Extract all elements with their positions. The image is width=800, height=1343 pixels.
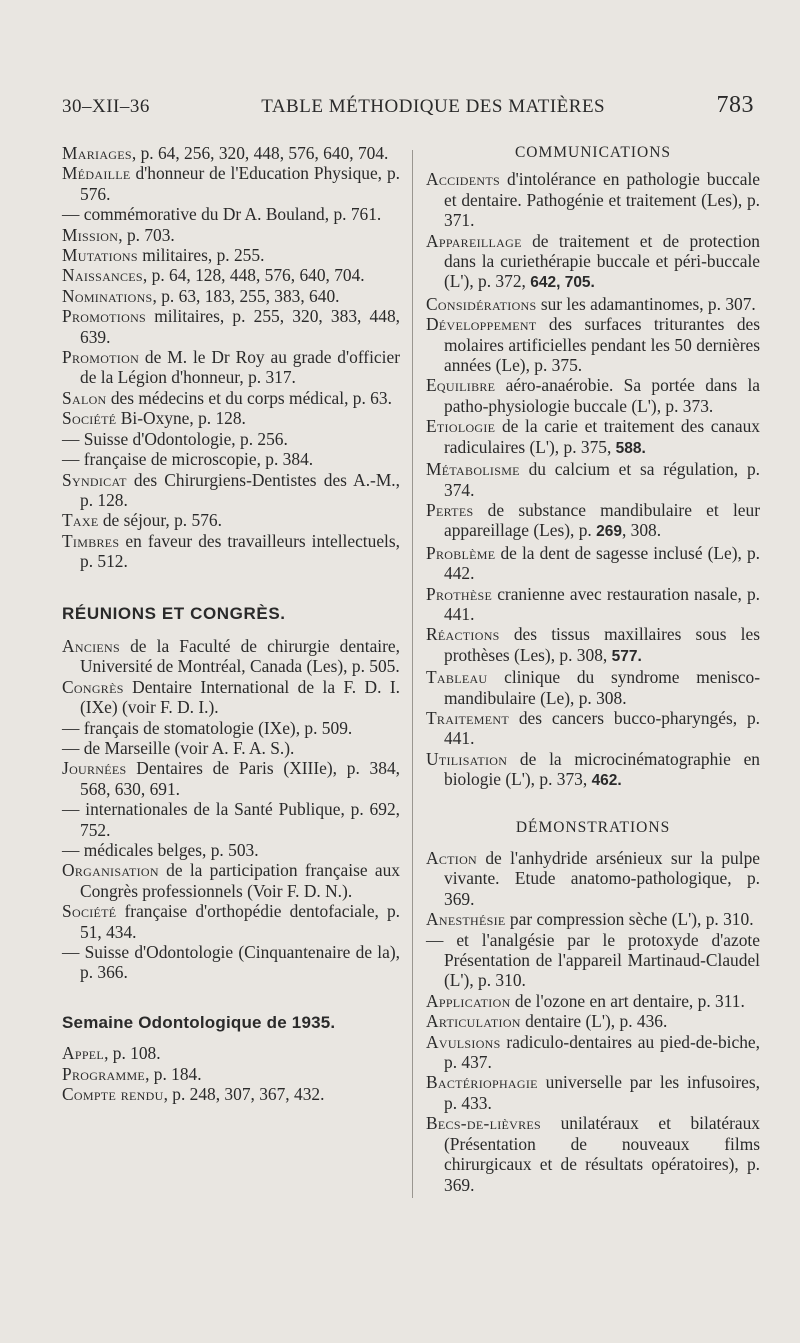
entry-keyword: Métabolisme: [426, 459, 520, 480]
entry-page-bold: 588.: [615, 439, 646, 457]
entry-text: de l'ozone en art dentaire, p. 311.: [510, 990, 745, 1011]
index-entry: [426, 375, 760, 416]
index-entry: [62, 1064, 400, 1084]
index-entry: [62, 204, 400, 224]
index-entry: [62, 1043, 400, 1063]
entry-text: — Suisse d'Odontologie, p. 256.: [62, 428, 288, 449]
entry-text: radiculo-dentaires au pied-de-biche, p. 437.: [444, 1031, 760, 1073]
entry-keyword: Mutations: [62, 245, 138, 266]
index-entry: [62, 718, 400, 738]
entry-keyword: Problème: [426, 542, 496, 563]
index-entry: [426, 624, 760, 667]
index-entry: [62, 225, 400, 245]
entry-text: — française de microscopie, p. 384.: [62, 449, 314, 470]
entry-page-bold: 462.: [591, 772, 622, 790]
entry-keyword: Anesthésie: [426, 909, 506, 930]
entry-keyword: Médaille: [62, 163, 131, 184]
index-entry: [62, 840, 400, 860]
entries-communications: [426, 169, 760, 791]
entry-keyword: Prothèse: [426, 583, 493, 604]
entry-page-bold: 642, 705.: [530, 274, 595, 292]
entry-text: des Chirurgiens-Dentistes des A.-M., p. 128.: [80, 469, 400, 510]
entry-text: — français de stomatologie (IXe), p. 509.: [62, 717, 353, 738]
entry-keyword: Compte rendu: [62, 1084, 164, 1105]
entry-keyword: Action: [426, 848, 478, 868]
entries-reunions: [62, 636, 400, 983]
entry-text: de séjour, p. 576.: [98, 510, 222, 531]
index-entry: [62, 942, 400, 983]
entry-text: française d'orthopédie dentofaciale, p. 51, 434.: [80, 901, 400, 942]
index-entry: [426, 169, 760, 230]
entry-keyword: Syndicat: [62, 469, 127, 490]
entry-keyword: Accidents: [426, 169, 500, 190]
page-range: 30–XII–36: [62, 96, 150, 117]
entry-keyword: Articulation: [426, 1011, 521, 1032]
entry-keyword: Etiologie: [426, 416, 496, 437]
entry-text: , p. 63, 183, 255, 383, 640.: [152, 285, 340, 306]
entry-keyword: Pertes: [426, 499, 474, 520]
entry-keyword: Programme: [62, 1063, 146, 1084]
entry-text: militaires, p. 255.: [137, 245, 265, 266]
section-heading-demonstrations: DÉMONSTRATIONS: [515, 818, 671, 836]
entry-text: cranienne avec restauration nasale, p. 441.: [444, 583, 760, 624]
index-entry: [426, 1072, 760, 1113]
entry-keyword: Anciens: [62, 635, 120, 656]
entry-text: , p. 108.: [104, 1043, 161, 1064]
index-entry: [426, 991, 760, 1011]
index-entry: [62, 306, 400, 347]
entry-keyword: Bactériophagie: [426, 1072, 538, 1093]
entry-text: dentaire (L'), p. 436.: [520, 1011, 668, 1032]
entry-text: des médecins et du corps médical, p. 63.: [106, 387, 392, 408]
entry-text: des cancers bucco-pharyngés, p. 441.: [444, 707, 760, 749]
entries-semaine: [62, 1043, 400, 1104]
entry-text: du calcium et sa régulation, p. 374.: [444, 459, 760, 500]
index-entry: [426, 848, 760, 909]
entries-demonstrations: [426, 848, 760, 1195]
index-entry: [62, 245, 400, 265]
entry-keyword: Appareillage: [426, 230, 522, 251]
entry-text: , p. 64, 128, 448, 576, 640, 704.: [142, 265, 365, 286]
entry-keyword: Développement: [426, 314, 537, 335]
index-entry: [426, 543, 760, 584]
index-entry: [426, 314, 760, 375]
index-entry: [62, 470, 400, 511]
entry-keyword: Promotion: [62, 347, 140, 368]
entry-text: — médicales belges, p. 503.: [62, 840, 259, 860]
entry-keyword: Promotions: [62, 306, 147, 327]
page-title: TABLE MÉTHODIQUE DES MATIÈRES: [261, 96, 606, 117]
index-entry: [426, 930, 760, 991]
entry-text: sur les adamantinomes, p. 307.: [536, 293, 756, 314]
right-column: [426, 143, 760, 1195]
entry-text: de la carie et traitement des canaux radiculaires (L'), p. 375,: [444, 416, 760, 457]
entry-keyword: Timbres: [62, 530, 120, 551]
entry-text: , p. 64, 256, 320, 448, 576, 640, 704.: [131, 143, 389, 163]
entry-text: de la dent de sagesse inclusé (Le), p. 442.: [444, 542, 760, 584]
index-entry: [62, 429, 400, 449]
index-entry: [62, 163, 400, 204]
entry-keyword: Utilisation: [426, 748, 508, 769]
index-entry: [62, 449, 400, 469]
index-entry: [426, 416, 760, 459]
entry-text: clinique du syndrome meniscо-mandibulaire (Le), p. 308.: [444, 667, 760, 708]
index-entry: [62, 388, 400, 408]
index-entry: [62, 347, 400, 388]
entry-text: — commémorative du Dr A. Bouland, p. 761.: [62, 204, 382, 225]
entry-text: en faveur des travailleurs intellectuels, p. 512.: [80, 530, 400, 572]
index-entry: [426, 1113, 760, 1195]
entry-keyword: Avulsions: [426, 1031, 501, 1052]
index-entry: [62, 799, 400, 840]
entry-text: par compression sèche (L'), p. 310.: [505, 909, 754, 930]
entry-keyword: Becs-de-lièvres: [426, 1113, 542, 1134]
index-entry: [62, 636, 400, 677]
entry-text: unilatéraux et bilatéraux (Présentation de nouveaux films chirurgicaux et de résultats opératoires), p. 369.: [444, 1113, 760, 1195]
entry-text: de la microcinématographie en biologie (L'), p. 373,: [444, 748, 760, 790]
entry-keyword: Société: [62, 901, 117, 922]
index-entry: [62, 286, 400, 306]
entry-text: d'intolérance en pathologie buccale et dentaire. Pathogénie et traitement (Les), p. 371.: [444, 169, 760, 231]
index-entry: [426, 294, 760, 314]
entry-text: militaires, p. 255, 320, 383, 448, 639.: [80, 306, 400, 347]
index-entry: [62, 408, 400, 428]
entry-keyword: Organisation: [62, 860, 159, 881]
entry-text: de la participation française aux Congrès professionnels (Voir F. D. N.).: [80, 860, 400, 901]
entry-text: de la Faculté de chirurgie dentaire, Université de Montréal, Canada (Les), p. 505.: [80, 635, 400, 677]
entry-text: — internationales de la Santé Publique, p. 692, 752.: [62, 799, 400, 840]
entry-keyword: Réactions: [426, 624, 500, 645]
entry-text: Dentaire International de la F. D. I. (IXe) (voir F. D. I.).: [80, 676, 400, 718]
index-entry: [62, 738, 400, 758]
entry-text: de traitement et de protection dans la curiethérapie buccale et péri-buccale (L'), p. 372,: [444, 230, 760, 292]
entry-keyword: Taxe: [62, 510, 99, 531]
index-entry: [426, 667, 760, 708]
entry-text: universelle par les infusoires, p. 433.: [444, 1072, 760, 1113]
entry-text: , p. 248, 307, 367, 432.: [163, 1084, 325, 1105]
entry-text: de l'anhydride arsénieux sur la pulpe vivante. Etude anatomo-pathologique, p. 369.: [444, 848, 760, 909]
section-heading-semaine: Semaine Odontologique de 1935.: [62, 1012, 336, 1032]
index-entry: [62, 531, 400, 572]
entry-keyword: Journées: [62, 758, 127, 779]
index-entry: [426, 231, 760, 294]
entry-text: — de Marseille (voir A. F. A. S.).: [62, 737, 295, 758]
index-entry: [62, 510, 400, 530]
entry-keyword: Equilibre: [426, 375, 496, 396]
entry-text: , p. 703.: [118, 224, 175, 245]
entries-misc: [62, 143, 400, 572]
entry-keyword: Considérations: [426, 293, 537, 314]
running-header: [62, 92, 754, 122]
entry-keyword: Salon: [62, 387, 107, 408]
index-entry: [62, 143, 400, 163]
index-entry: [426, 749, 760, 792]
index-entry: [426, 909, 760, 929]
entry-keyword: Congrès: [62, 676, 124, 697]
entry-keyword: Nominations: [62, 285, 153, 306]
index-entry: [426, 708, 760, 749]
entry-page-bold: 269: [596, 523, 622, 541]
index-entry: [62, 860, 400, 901]
entry-text: — Suisse d'Odontologie (Cinquantenaire de la), p. 366.: [62, 942, 400, 983]
entry-text: de substance mandibulaire et leur appareillage (Les), p.: [444, 499, 760, 541]
entry-keyword: Appel: [62, 1043, 105, 1064]
section-heading-reunions: RÉUNIONS ET CONGRÈS.: [62, 603, 286, 623]
entry-keyword: Tableau: [426, 667, 488, 688]
entry-keyword: Application: [426, 990, 511, 1011]
index-entry: [62, 265, 400, 285]
entry-text: d'honneur de l'Education Physique, p. 576.: [80, 163, 400, 204]
index-entry: [426, 584, 760, 625]
entry-text: de M. le Dr Roy au grade d'officier de la Légion d'honneur, p. 317.: [80, 347, 400, 388]
entry-keyword: Mariages: [62, 143, 132, 163]
entry-page-bold: 577.: [611, 647, 642, 665]
entry-text: — et l'analgésie par le protoxyde d'azote Présentation de l'appareil Martinaud-Claudel (L'), p. 310.: [426, 929, 760, 991]
entry-text: aéro-anaérobie. Sa portée dans la patho-physiologie buccale (L'), p. 373.: [444, 375, 760, 416]
page-number: 783: [716, 92, 754, 118]
index-entry: [426, 459, 760, 500]
entry-text: des tissus maxillaires sous les prothèses (Les), p. 308,: [444, 624, 760, 665]
section-heading-communications: COMMUNICATIONS: [514, 144, 672, 161]
entry-keyword: Société: [62, 408, 117, 429]
index-entry: [62, 1084, 400, 1104]
index-entry: [426, 500, 760, 543]
left-column: [62, 143, 400, 1104]
column-divider: [412, 150, 413, 1198]
entry-keyword: Traitement: [426, 707, 509, 728]
index-entry: [62, 758, 400, 799]
index-entry: [426, 1032, 760, 1073]
entry-text: des surfaces triturantes des molaires artificielles pendant les 50 dernières années (Le), p. 375.: [444, 314, 760, 376]
entry-keyword: Naissances: [62, 265, 143, 286]
entry-text-after: , 308.: [621, 520, 662, 541]
index-entry: [426, 1011, 760, 1031]
entry-keyword: Mission: [62, 224, 119, 245]
entry-text: Dentaires de Paris (XIIIe), p. 384, 568, 630, 691.: [80, 758, 400, 799]
index-entry: [62, 677, 400, 718]
entry-text: , p. 184.: [145, 1063, 202, 1084]
entry-text: Bi-Oxyne, p. 128.: [116, 408, 246, 429]
index-entry: [62, 901, 400, 942]
